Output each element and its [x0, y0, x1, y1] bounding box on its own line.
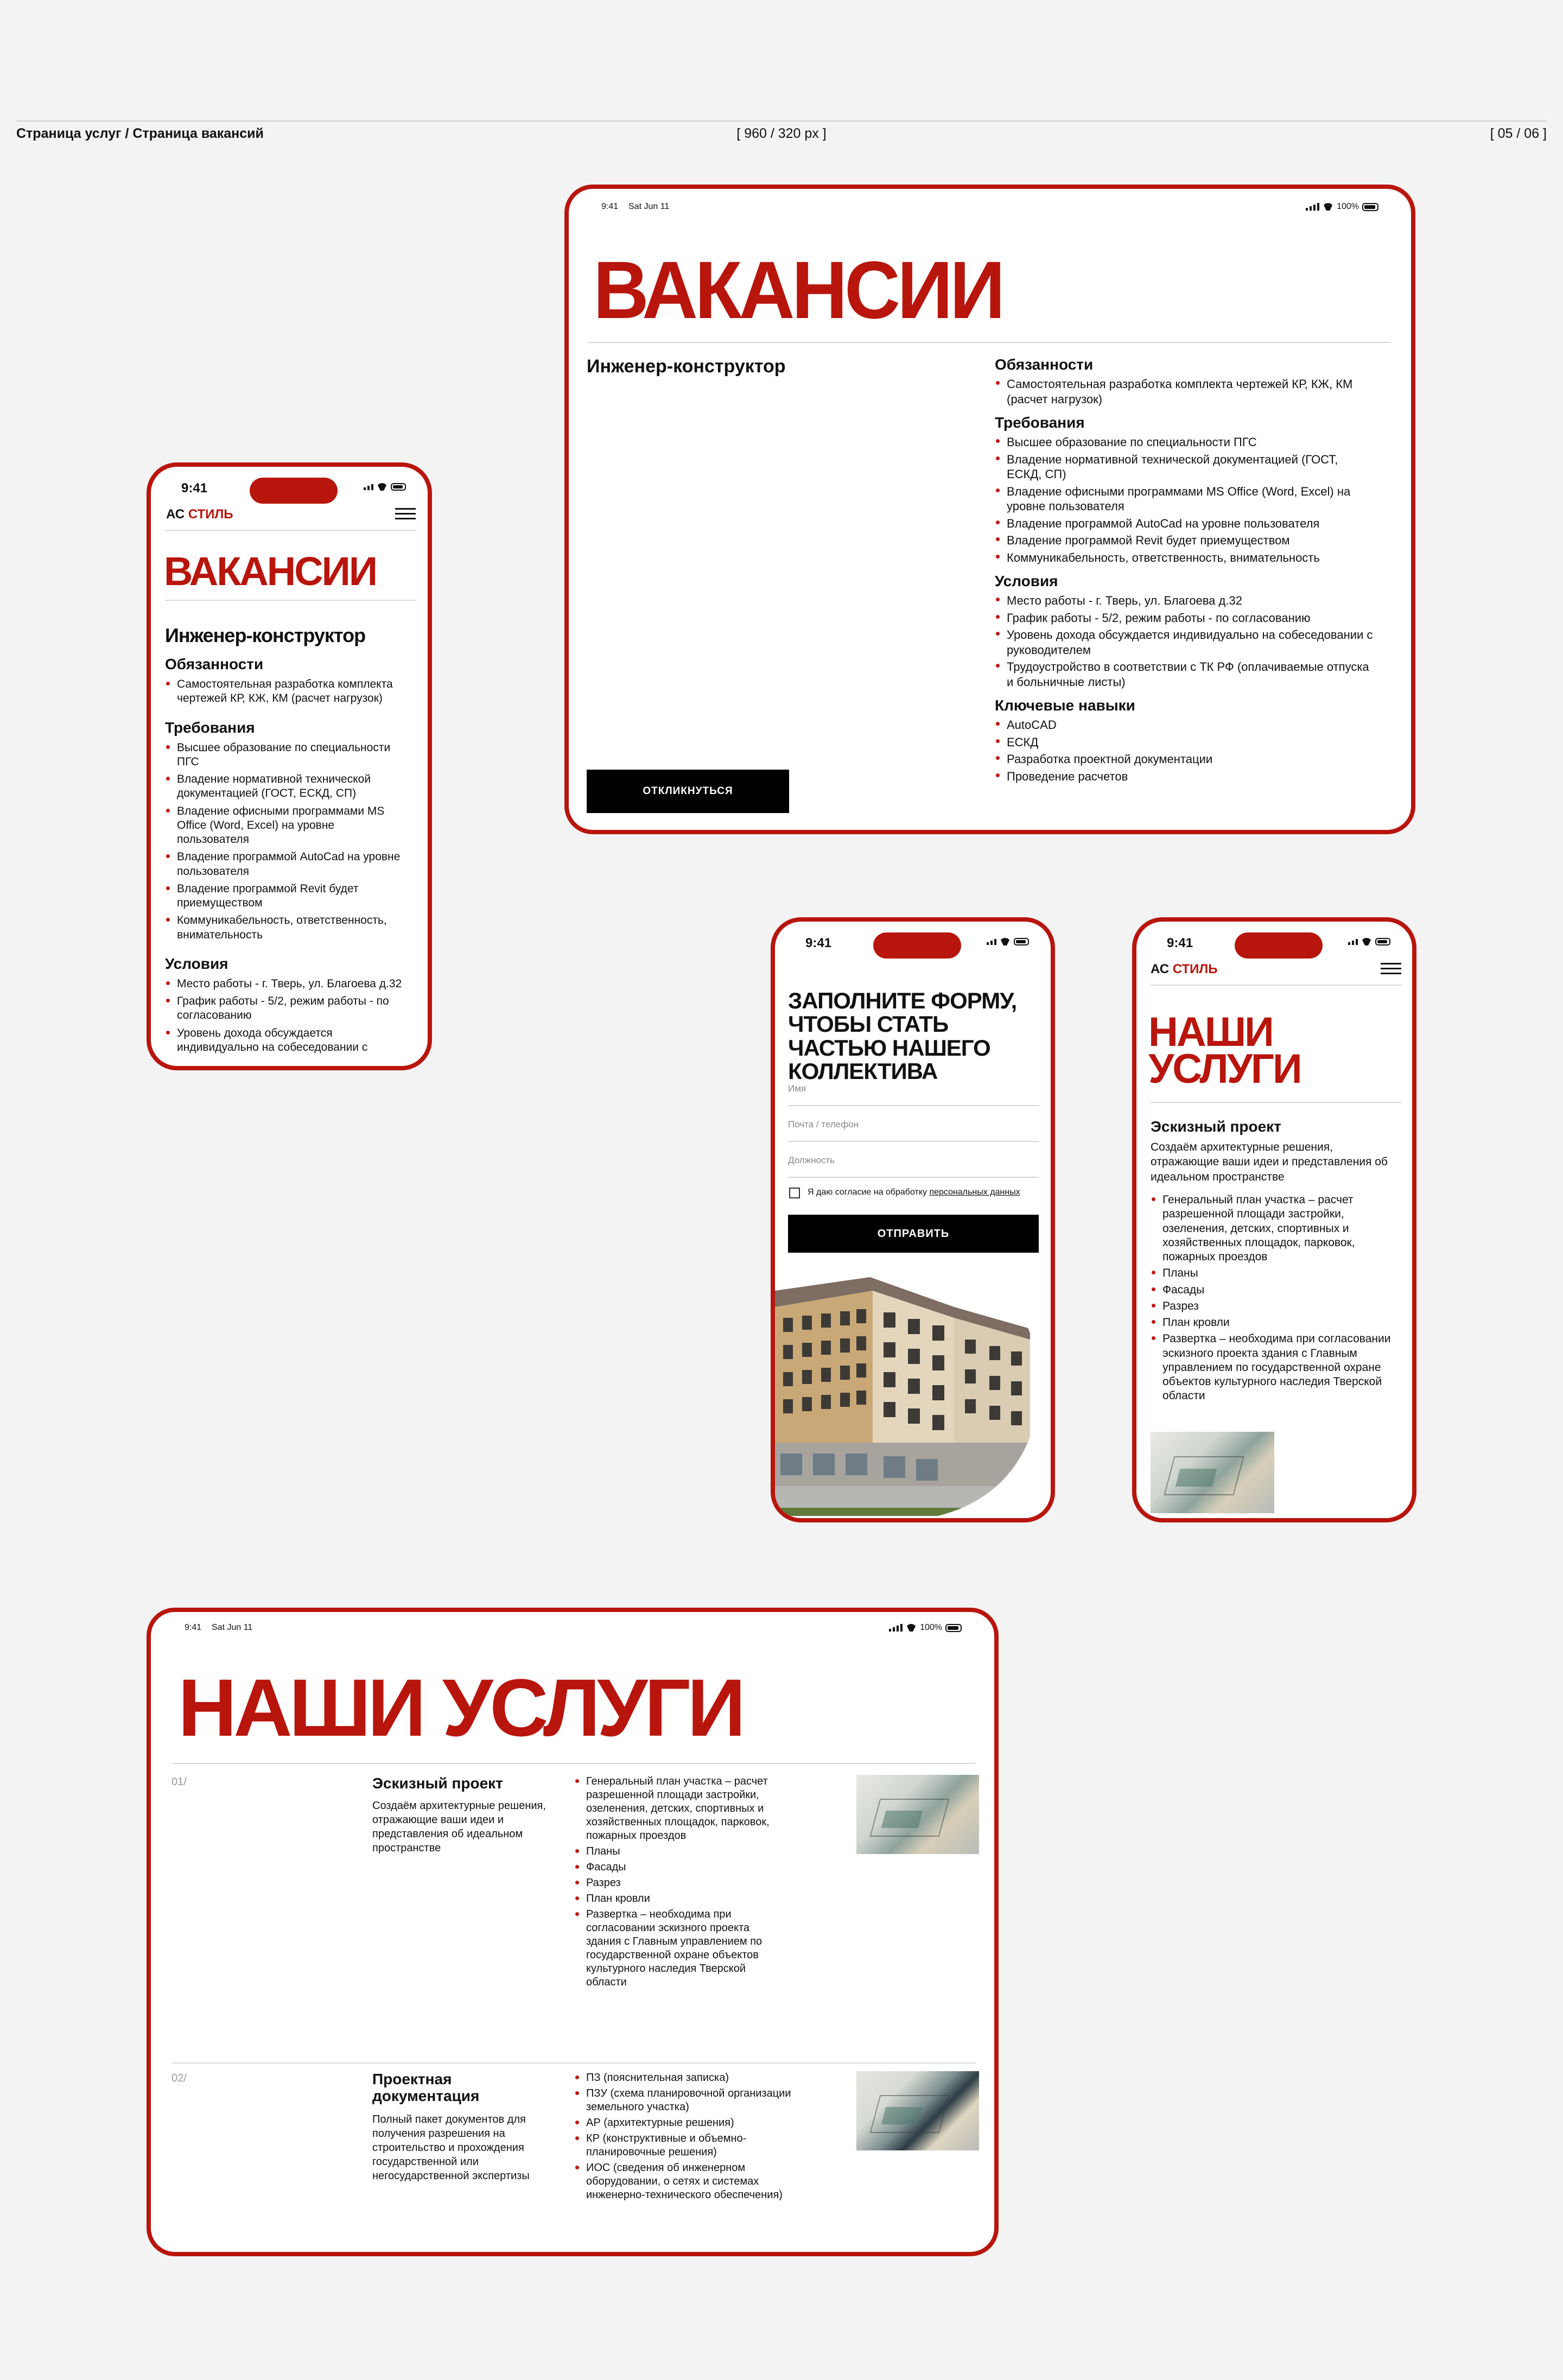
list-item: Владение офисными программами MS Office (Word, Excel) на уровне пользователя — [177, 804, 409, 847]
consent-text: Я даю согласие на обработку — [808, 1188, 927, 1197]
divider — [1151, 985, 1401, 986]
list-item: Фасады — [1162, 1283, 1401, 1297]
service-title: Эскизный проект — [372, 1775, 503, 1792]
battery-icon — [945, 1624, 962, 1632]
tablet-services — [147, 1608, 999, 2256]
battery-percent: 100% — [920, 1623, 942, 1632]
dynamic-island — [250, 478, 338, 504]
page-section-title: Страница услуг / Страница вакансий — [16, 126, 264, 141]
list-item: План кровли — [586, 1892, 782, 1906]
status-time: 9:41 — [181, 481, 208, 496]
status-date: Sat Jun 11 — [212, 1623, 253, 1632]
wifi-icon — [1000, 938, 1011, 945]
list-item: График работы - 5/2, режим работы - по согласованию — [1007, 611, 1375, 626]
consent-label — [808, 1188, 1020, 1197]
list-item: ИОС (сведения об инженерном оборудовании, о сетях и системах инженерно-технического обеспечения) — [586, 2161, 792, 2202]
service-image — [856, 2071, 979, 2150]
service-points-list — [574, 2071, 792, 2204]
apply-button[interactable]: ОТКЛИКНУТЬСЯ — [587, 770, 789, 813]
list-item: Генеральный план участка – расчет разрешенной площади застройки, озеленения, детских, спортивных и хозяйственных площадок, парковок, пожарных проездов — [1162, 1193, 1401, 1264]
page-title: НАШИ УСЛУГИ — [1148, 1009, 1301, 1093]
conditions-list — [165, 977, 409, 1055]
list-item: Планы — [1162, 1266, 1401, 1280]
duties-list — [995, 377, 1375, 407]
divider — [1151, 1102, 1401, 1103]
status-time: 9:41 — [805, 936, 832, 950]
position-title: Инженер-конструктор — [587, 356, 786, 377]
brand-part2: СТИЛЬ — [1172, 962, 1218, 976]
brand-part1: АС — [1151, 962, 1170, 976]
skills-title: Ключевые навыки — [995, 697, 1135, 714]
divider — [173, 2062, 976, 2064]
wifi-icon — [1361, 938, 1372, 945]
list-item: График работы - 5/2, режим работы - по согласованию — [177, 994, 409, 1023]
list-item: ПЗ (пояснительная записка) — [586, 2071, 792, 2085]
brand-part2: СТИЛЬ — [188, 507, 233, 522]
service-title: Проектная документация — [372, 2071, 480, 2104]
list-item: Коммуникабельность, ответственность, внимательность — [1007, 550, 1375, 566]
list-item: Место работы - г. Тверь, ул. Благоева д.32 — [177, 977, 409, 991]
menu-icon[interactable] — [395, 508, 416, 523]
service-image — [1151, 1432, 1274, 1513]
page-title: ВАКАНСИИ — [593, 244, 1002, 335]
list-item: Фасады — [586, 1861, 782, 1874]
page-counter: [ 05 / 06 ] — [1490, 126, 1547, 141]
list-item: Владение офисными программами MS Office (Word, Excel) на уровне пользователя — [1007, 484, 1375, 514]
divider — [165, 600, 416, 601]
mobile-vacancies — [147, 462, 432, 1070]
service-points-list — [574, 1775, 782, 1991]
list-item: Генеральный план участка – расчет разрешенной площади застройки, озеленения, детских, спортивных и хозяйственных площадок, парковок, пожарных проездов — [586, 1775, 782, 1843]
list-item: Разработка проектной документации — [1007, 752, 1375, 767]
consent-checkbox[interactable] — [789, 1188, 800, 1198]
requirements-list — [995, 435, 1375, 565]
list-item: Высшее образование по специальности ПГС — [1007, 435, 1375, 450]
service-row-2 — [151, 2071, 997, 2256]
list-item: Владение программой Revit будет приемуществом — [1007, 533, 1375, 548]
list-item: AutoCAD — [1007, 718, 1375, 733]
list-item: Владение программой AutoCad на уровне пользователя — [1007, 516, 1375, 531]
skills-list — [995, 718, 1375, 784]
service-points-list — [1151, 1193, 1401, 1406]
position-field[interactable] — [788, 1151, 1039, 1178]
status-icons — [1348, 938, 1390, 945]
service-title: Эскизный проект — [1151, 1118, 1281, 1135]
position-title: Инженер-конструктор — [165, 624, 366, 646]
battery-icon — [391, 483, 406, 491]
divider — [588, 342, 1391, 343]
requirements-title: Требования — [165, 719, 255, 736]
brand-part1: АС — [166, 507, 185, 522]
contact-field[interactable] — [788, 1115, 1039, 1142]
duties-title: Обязанности — [995, 356, 1094, 373]
status-time: 9:41 — [1167, 936, 1193, 950]
list-item: Владение программой Revit будет приемуществом — [177, 882, 409, 911]
vacancy-details — [995, 356, 1375, 786]
page-title: НАШИ УСЛУГИ — [178, 1662, 743, 1753]
service-description: Создаём архитектурные решения, отражающие ваши идеи и представления об идеальном пространстве — [372, 1800, 546, 1854]
list-item: Планы — [586, 1845, 782, 1858]
brand-logo[interactable] — [1151, 962, 1217, 977]
list-item: Разрез — [1162, 1299, 1401, 1313]
requirements-list — [165, 741, 409, 942]
list-item: ПЗУ (схема планировочной организации земельного участка) — [586, 2087, 792, 2114]
status-icons — [1306, 202, 1378, 212]
list-item: Уровень дохода обсуждается индивидуально на собеседовании с — [177, 1026, 409, 1055]
signal-icon — [987, 939, 996, 945]
list-item: Место работы - г. Тверь, ул. Благоева д.32 — [1007, 593, 1375, 608]
battery-icon — [1014, 938, 1029, 945]
dynamic-island — [1235, 932, 1323, 959]
list-item: Владение нормативной технической документацией (ГОСТ, ЕСКД, СП) — [177, 772, 409, 801]
duties-title: Обязанности — [165, 656, 264, 672]
list-item: КР (конструктивные и объемно-планировочные решения) — [586, 2132, 792, 2159]
signal-icon — [1306, 203, 1319, 211]
wifi-icon — [1323, 203, 1333, 211]
list-item: Коммуникабельность, ответственность, внимательность — [177, 913, 409, 942]
requirements-title: Требования — [995, 414, 1085, 431]
form-title: ЗАПОЛНИТЕ ФОРМУ, ЧТОБЫ СТАТЬ ЧАСТЬЮ НАШЕГО КОЛЛЕКТИВА — [788, 988, 1017, 1084]
position-placeholder: Должность — [788, 1155, 835, 1165]
header-divider — [16, 120, 1547, 122]
battery-percent: 100% — [1337, 202, 1359, 211]
list-item: Трудоустройство в соответствии с ТК РФ (оплачиваемые отпуска и больничные листы) — [1007, 659, 1375, 689]
dynamic-island — [873, 932, 961, 959]
personal-data-link[interactable]: персональных данных — [929, 1188, 1020, 1197]
brand-logo[interactable] — [166, 507, 233, 522]
battery-icon — [1375, 938, 1390, 945]
service-number: 01/ — [171, 1776, 187, 1788]
service-row-1 — [151, 1775, 997, 2068]
service-image — [856, 1775, 979, 1854]
menu-icon[interactable] — [1381, 963, 1401, 978]
list-item: Разрез — [586, 1876, 782, 1890]
list-item: Развертка – необходима при согласовании эскизного проекта здания с Главным управлением по государственной охране объектов культурного наследия Тверской области — [586, 1908, 782, 1989]
list-item: Уровень дохода обсуждается индивидуально на собеседовании с руководителем — [1007, 627, 1375, 657]
list-item: Самостоятельная разработка комплекта чертежей КР, КЖ, КМ (расчет нагрузок) — [177, 677, 409, 706]
status-time: 9:41 — [185, 1623, 202, 1632]
list-item: Владение нормативной технической документацией (ГОСТ, ЕСКД, СП) — [1007, 452, 1375, 482]
list-item: ЕСКД — [1007, 735, 1375, 750]
submit-button[interactable]: ОТПРАВИТЬ — [788, 1215, 1039, 1253]
page-title: ВАКАНСИИ — [164, 549, 377, 594]
list-item: Владение программой AutoCad на уровне пользователя — [177, 850, 409, 879]
status-icons — [889, 1623, 962, 1633]
vacancy-details — [165, 656, 409, 1058]
service-description: Создаём архитектурные решения, отражающие ваши идеи и представления об идеальном пространстве — [1151, 1141, 1388, 1183]
list-item: Развертка – необходима при согласовании эскизного проекта здания с Главным управлением по государственной охране объектов культурного наследия Тверской области — [1162, 1332, 1401, 1403]
building-illustration — [775, 1269, 1052, 1522]
wifi-icon — [906, 1624, 917, 1632]
list-item: План кровли — [1162, 1316, 1401, 1330]
name-placeholder: Имя — [788, 1083, 806, 1094]
status-date: Sat Jun 11 — [628, 202, 670, 211]
building-image — [775, 1269, 1052, 1522]
duties-list — [165, 677, 409, 706]
frame-size-label: [ 960 / 320 px ] — [736, 126, 827, 141]
status-time: 9:41 — [601, 202, 619, 211]
status-icons — [987, 938, 1029, 945]
wifi-icon — [377, 483, 387, 491]
list-item: Высшее образование по специальности ПГС — [177, 741, 409, 770]
name-field[interactable] — [788, 1079, 1039, 1106]
signal-icon — [889, 1624, 903, 1632]
conditions-title: Условия — [165, 955, 228, 972]
list-item: Проведение расчетов — [1007, 769, 1375, 784]
list-item: Самостоятельная разработка комплекта чертежей КР, КЖ, КМ (расчет нагрузок) — [1007, 377, 1375, 407]
signal-icon — [364, 484, 373, 490]
divider — [165, 530, 416, 531]
list-item: АР (архитектурные решения) — [586, 2116, 792, 2130]
contact-placeholder: Почта / телефон — [788, 1119, 859, 1129]
status-icons — [364, 483, 406, 491]
divider — [173, 1763, 976, 1764]
battery-icon — [1362, 203, 1378, 211]
signal-icon — [1348, 939, 1358, 945]
mobile-application-form — [771, 917, 1055, 1522]
conditions-list — [995, 593, 1375, 689]
conditions-title: Условия — [995, 573, 1058, 589]
mobile-services — [1132, 917, 1416, 1522]
tablet-vacancies — [564, 185, 1415, 834]
service-number: 02/ — [171, 2072, 187, 2084]
service-description: Полный пакет документов для получения разрешения на строительство и прохождения государственной или негосударственной экспертизы — [372, 2114, 530, 2182]
